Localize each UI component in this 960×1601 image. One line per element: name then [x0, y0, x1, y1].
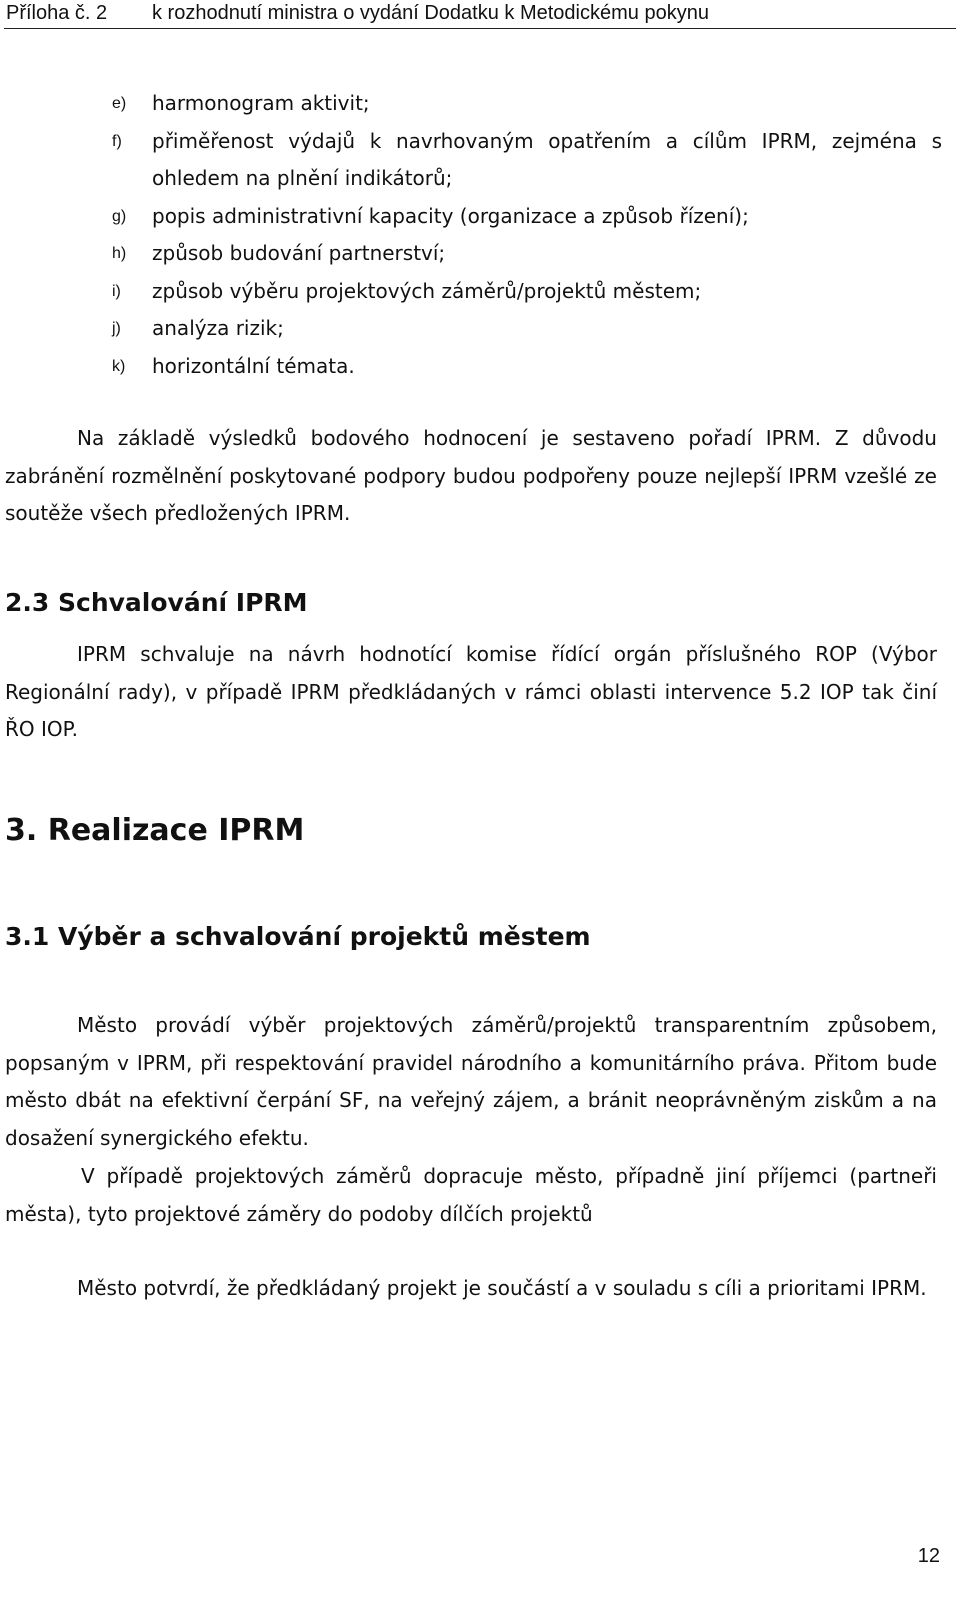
ranking-paragraph: Na základě výsledků bodového hodnocení je sestaveno pořadí IPRM. Z důvodu zabránění rozmělnění poskytované podpory budou podpořeny pouze nejlepší IPRM vzešlé ze soutěže všech předložených IPRM.	[5, 426, 937, 525]
list-item	[0, 310, 960, 348]
header-attachment-label: Příloha č. 2	[6, 2, 108, 24]
section-3-1-heading: 3.1 Výběr a schvalování projektů městem	[5, 922, 591, 951]
section-3-1-paragraph-1: Město provádí výběr projektových záměrů/projektů transparentním způsobem, popsaným v IPRM, při respektování pravidel národního a komunitárního práva. Přitom bude město dbát na efektivní čerpání SF, na veřejný zájem, a bránit neoprávněným ziskům a na dosažení synergického efektu.	[5, 1013, 937, 1150]
list-marker: f)	[112, 132, 122, 150]
list-item	[0, 273, 960, 311]
list-item-text: horizontální témata.	[152, 353, 355, 378]
section-2-3-heading: 2.3 Schvalování IPRM	[5, 588, 308, 617]
list-item	[0, 85, 960, 123]
list-marker: h)	[112, 245, 127, 262]
list-marker: k)	[112, 357, 126, 375]
list-item	[0, 348, 960, 386]
list-item	[0, 198, 960, 236]
section-2-3-text: IPRM schvaluje na návrh hodnotící komise řídící orgán příslušného ROP (Výbor Regionální rady), v případě IPRM předkládaných v rámci oblasti intervence 5.2 IOP tak činí ŘO IOP.	[5, 642, 937, 741]
section-3-1-paragraph-2: V případě projektových záměrů dopracuje město, případně jiní příjemci (partneři města), tyto projektové záměry do podoby dílčích projektů	[5, 1164, 937, 1226]
page-header	[4, 0, 956, 29]
list-marker: g)	[112, 207, 127, 225]
list-marker: i)	[112, 282, 121, 300]
list-item-text: způsob budování partnerství;	[152, 241, 446, 265]
list-marker: e)	[112, 95, 127, 112]
list-marker: j)	[112, 320, 121, 337]
list-item-text: přiměřenost výdajů k navrhovaným opatřením a cílům IPRM, zejména s ohledem na plnění indikátorů;	[152, 128, 942, 190]
list-item	[0, 123, 960, 198]
section-3-heading: 3. Realizace IPRM	[5, 813, 305, 848]
list-item-text: harmonogram aktivit;	[152, 91, 370, 115]
page-number: 12	[917, 1545, 940, 1567]
list-item-text: popis administrativní kapacity (organizace a způsob řízení);	[152, 203, 749, 228]
list-item	[0, 235, 960, 273]
section-3-1-paragraph-3: Město potvrdí, že předkládaný projekt je součástí a v souladu s cíli a prioritami IPRM.	[77, 1276, 927, 1300]
list-item-text: analýza rizik;	[152, 316, 284, 340]
criteria-list	[0, 85, 960, 385]
list-item-text: způsob výběru projektových záměrů/projektů městem;	[152, 278, 702, 303]
header-title: k rozhodnutí ministra o vydání Dodatku k Metodickému pokynu	[152, 2, 709, 24]
